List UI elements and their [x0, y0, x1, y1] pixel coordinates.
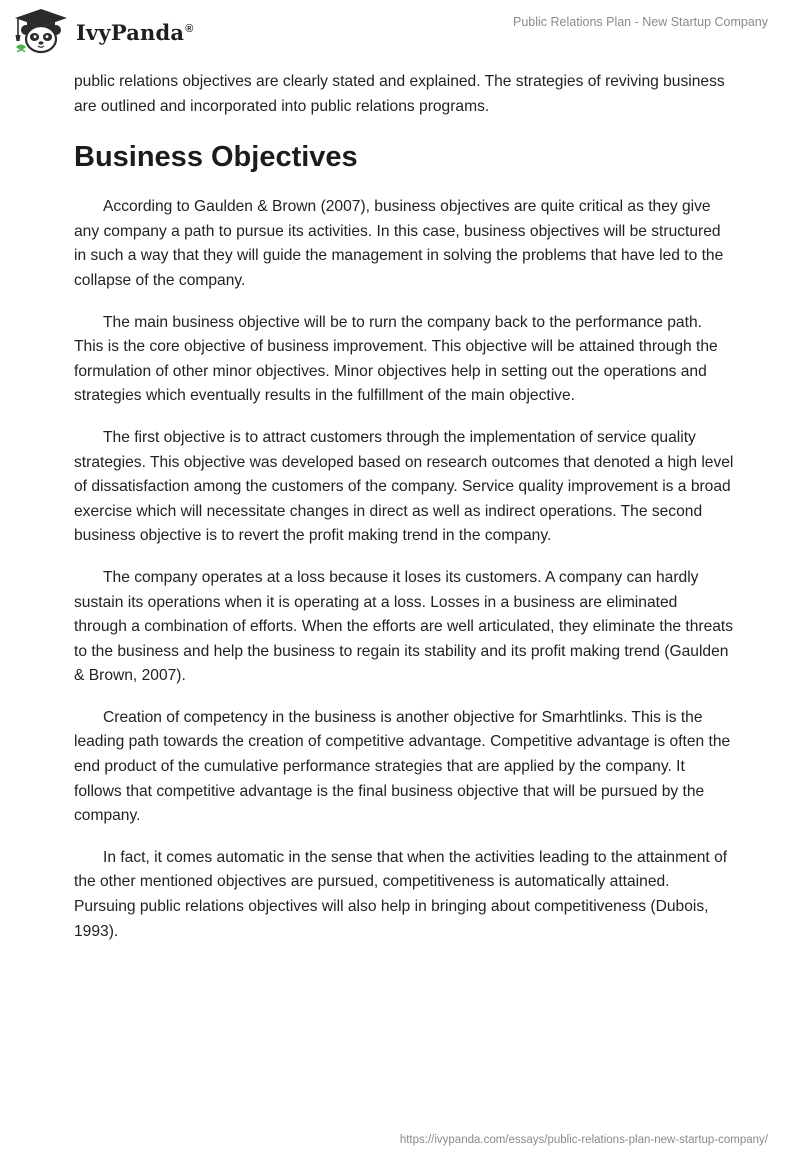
source-url[interactable]: https://ivypanda.com/essays/public-relations-plan-new-startup-company/: [399, 1134, 768, 1146]
body-paragraph: The main business objective will be to rurn the company back to the performance path. This is the core objective of business improvement. This objective will be attained through the formulation of other minor objectives. Minor objectives help in setting out the operations and strategies which eventually results in the fulfillment of the main objective.: [74, 313, 718, 405]
document-title: Public Relations Plan - New Startup Company: [513, 15, 768, 29]
registered-mark: ®: [185, 22, 194, 35]
panda-graduation-cap-icon: [12, 8, 70, 54]
page-header: [0, 0, 800, 70]
essay-content: [74, 70, 734, 961]
body-paragraph: According to Gaulden & Brown (2007), business objectives are quite critical as they give any company a path to pursue its activities. In this case, business objectives will be structured in such a way that they will guide the management in solving the problems that have led to the collapse of the company.: [74, 198, 724, 289]
intro-paragraph: public relations objectives are clearly stated and explained. The strategies of reviving business are outlined and incorporated into public relations programs.: [74, 73, 725, 115]
body-paragraph: The first objective is to attract customers through the implementation of service quality strategies. This objective was developed based on research outcomes that denoted a high level of dissatisfaction among the customers of the company. Service quality improvement is a broad exercise which will necessitate changes in direct as well as indirect operations. The second business objective is to revert the profit making trend in the company.: [74, 428, 734, 545]
body-paragraph: Creation of competency in the business is another objective for Smarhtlinks. This is the leading path towards the creation of competitive advantage. Competitive advantage is often the end product of the cumulative performance strategies that are applied by the company. It follows that competitive advantage is the final business objective that will be pursued by the company.: [74, 708, 731, 825]
ivypanda-logo[interactable]: [12, 8, 194, 54]
brand-name: IvyPanda®: [76, 19, 194, 45]
body-paragraph: In fact, it comes automatic in the sense that when the activities leading to the attainment of the other mentioned objectives are pursued, competitiveness is automatically attained. Pursuing public relations objectives will also help in bringing about competitiveness (Dubois, 1993).: [74, 848, 728, 940]
body-paragraph: The company operates at a loss because it loses its customers. A company can hardly sustain its operations when it is operating at a loss. Losses in a business are eliminated through a combination of efforts. When the efforts are well articulated, they eliminate the threats to the business and help the business to regain its stability and its profit making trend (Gaulden & Brown, 2007).: [74, 568, 734, 685]
section-heading: Business Objectives: [74, 141, 358, 174]
